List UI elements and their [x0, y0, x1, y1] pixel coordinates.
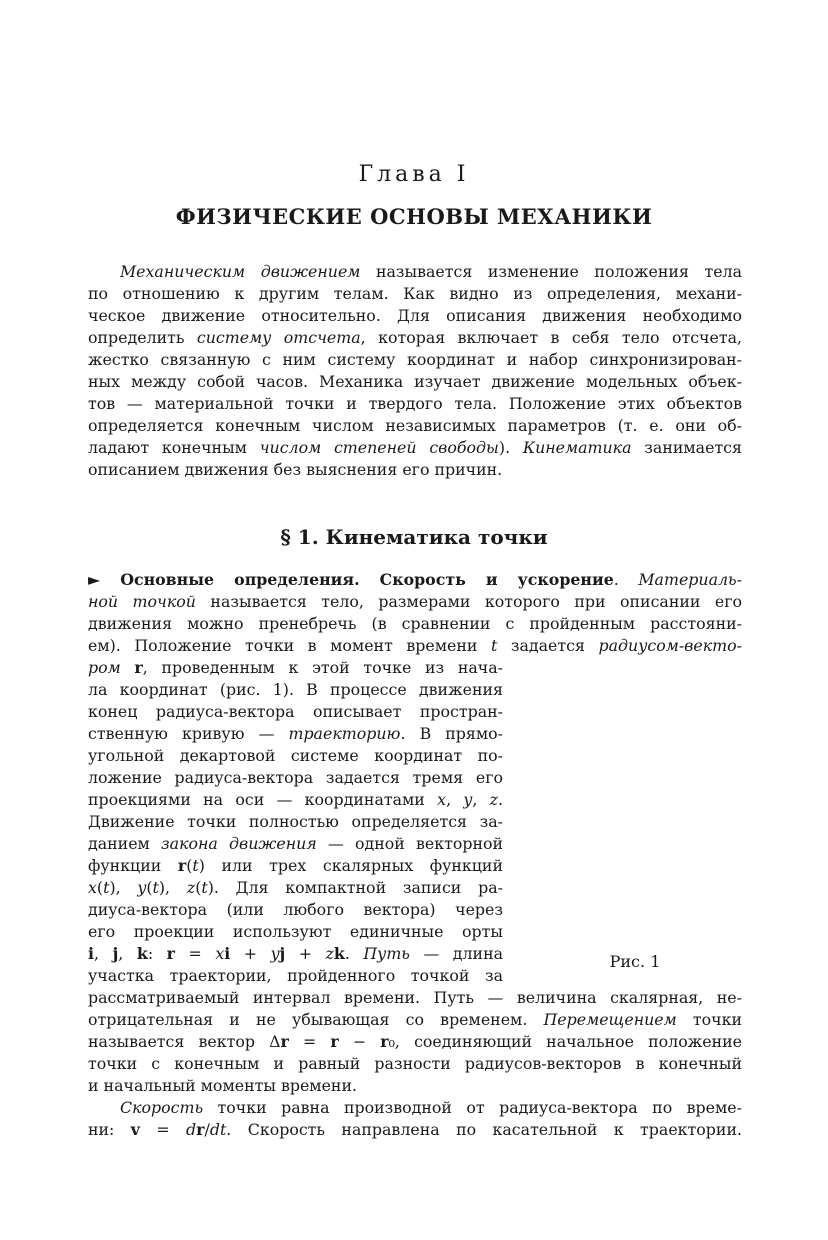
intro-line: тов — материальной точки и твердого тела. Положение этих объектов	[88, 394, 742, 413]
body-line: ем). Положение точки в момент времени t задается радиусом-векто-	[88, 636, 742, 655]
body-line: движения можно пренебречь (в сравнении с пройденным расстояни-	[88, 614, 742, 633]
body-line: угольной декартовой системе координат по-	[88, 746, 503, 765]
body-line: его проекции используют единичные орты	[88, 922, 503, 941]
body-line: точки с конечным и равный разности радиусов-векторов в конечный	[88, 1054, 742, 1073]
body-line: проекциями на оси — координатами x, y, z.	[88, 790, 503, 809]
body-line: участка траектории, пройденного точкой за	[88, 966, 503, 985]
body-line: данием закона движения — одной векторной	[88, 834, 503, 853]
body-line: i, j, k: r = xi + yj + zk. Путь — длина	[88, 944, 503, 963]
body-line: отрицательная и не убывающая со временем. Перемещением точки	[88, 1010, 742, 1029]
body-line: называется вектор Δr = r − r₀, соединяющий начальное положение	[88, 1032, 742, 1051]
body-line: функции r(t) или трех скалярных функций	[88, 856, 503, 875]
body-line: x(t), y(t), z(t). Для компактной записи ра-	[88, 878, 503, 897]
chapter-number: Глава I	[358, 162, 470, 187]
body-line: ла координат (рис. 1). В процессе движения	[88, 680, 503, 699]
intro-line: Механическим движением называется изменение положения тела	[120, 262, 742, 281]
body-line: ► Основные определения. Скорость и ускорение. Материаль-	[88, 570, 742, 589]
intro-line: ных между собой часов. Механика изучает движение модельных объек-	[88, 372, 742, 391]
intro-line: ческое движение относительно. Для описания движения необходимо	[88, 306, 742, 325]
intro-line: определить систему отсчета, которая включает в себя тело отсчета,	[88, 328, 742, 347]
body-line: и начальный моменты времени.	[88, 1076, 358, 1095]
body-line: Движение точки полностью определяется за-	[88, 812, 503, 831]
body-line: ром r, проведенным к этой точке из нача-	[88, 658, 503, 677]
intro-line: описанием движения без выяснения его причин.	[88, 460, 503, 479]
body-line: рассматриваемый интервал времени. Путь — величина скалярная, не-	[88, 988, 742, 1007]
intro-line: ладают конечным числом степеней свободы). Кинематика занимается	[88, 438, 742, 457]
section-title: § 1. Кинематика точки	[280, 525, 548, 549]
body-line: Скорость точки равна производной от радиуса-вектора по време-	[120, 1098, 742, 1117]
body-line: ной точкой называется тело, размерами которого при описании его	[88, 592, 742, 611]
figure-1-caption: Рис. 1	[609, 952, 661, 971]
intro-line: жестко связанную с ним систему координат и набор синхронизирован-	[88, 350, 742, 369]
intro-line: по отношению к другим телам. Как видно из определения, механи-	[88, 284, 742, 303]
body-line: ни: v = dr/dt. Скорость направлена по касательной к траектории.	[88, 1120, 742, 1139]
body-line: ложение радиуса-вектора задается тремя его	[88, 768, 503, 787]
chapter-title: ФИЗИЧЕСКИЕ ОСНОВЫ МЕХАНИКИ	[175, 204, 653, 229]
body-line: конец радиуса-вектора описывает простран-	[88, 702, 503, 721]
intro-line: определяется конечным числом независимых параметров (т. е. они об-	[88, 416, 742, 435]
figure-1-area	[540, 680, 750, 930]
body-line: диуса-вектора (или любого вектора) через	[88, 900, 503, 919]
body-line: ственную кривую — траекторию. В прямо-	[88, 724, 503, 743]
